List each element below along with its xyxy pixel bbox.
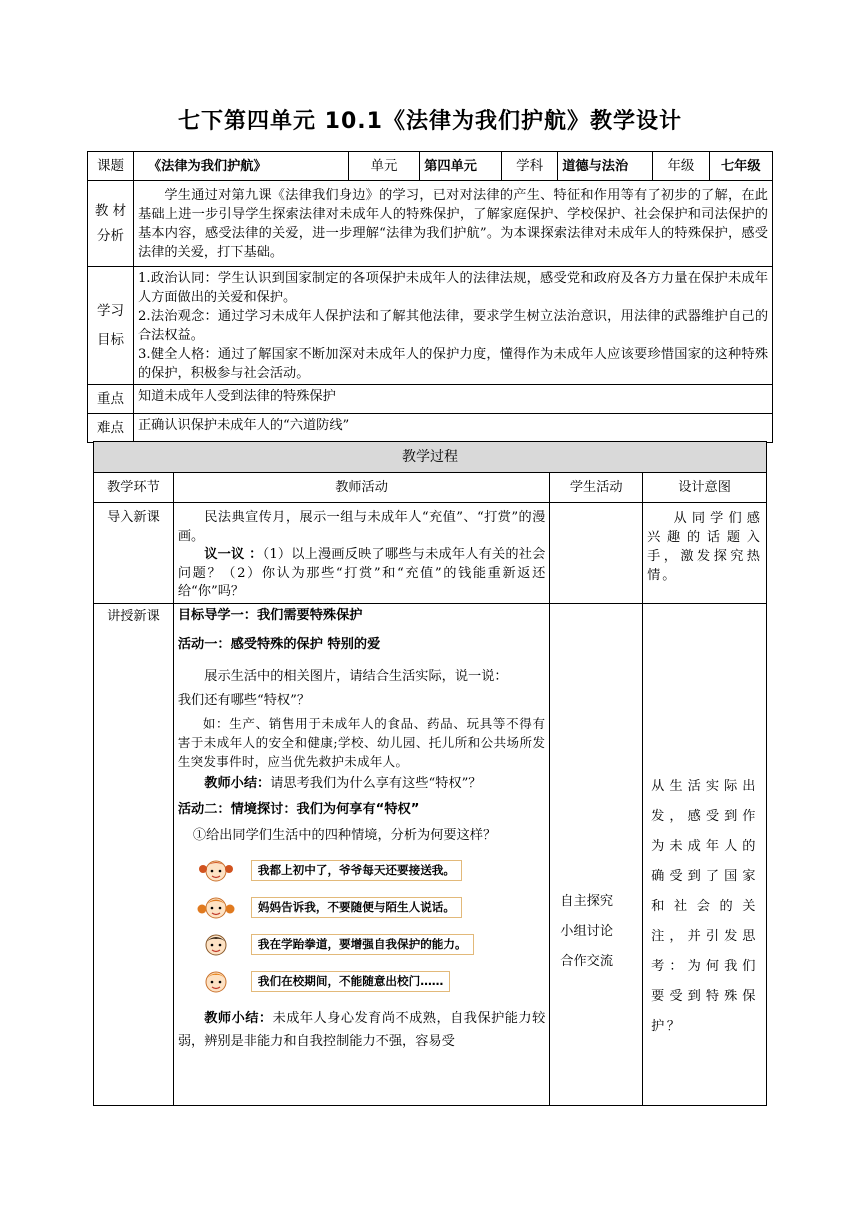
scenario-text: 我们在校期间，不能随意出校门…… [251,971,451,992]
summary-two [178,1007,545,1053]
goals-label-line2: 目标 [97,331,124,348]
student-activity: 自主探究 [560,894,614,909]
example-text: 如：生产、销售用于未成年人的食品、药品、玩具等不得有害于未成年人的安全和健康;学校、幼儿园、托儿所和公共场所发生突发事件时，应当优先救护未成年人。 [177,716,546,769]
goals-label-line1: 学习 [97,302,124,319]
process-columns-row [94,473,767,503]
grade-label: 年级 [653,152,709,181]
key-point-label: 重点 [88,385,134,414]
goals-label [88,267,134,385]
column-teacher: 教师活动 [173,473,549,503]
discuss-label: 议一议 ： [204,547,263,562]
intro-row [94,503,767,604]
analysis-label-line1: 教 材 [94,202,127,219]
page-title: 七下第四单元 10.1《法律为我们护航》教学设计 [178,109,682,134]
analysis-label [88,181,134,267]
scenario-text: 妈妈告诉我，不要随便与陌生人说话。 [251,897,462,918]
process-header-row [94,442,767,473]
scenario-text: 我都上初中了，爷爷每天还要接送我。 [251,860,462,881]
difficulty-row [88,414,773,443]
process-header: 教学过程 [94,442,767,473]
lecture-stage: 讲授新课 [94,604,174,1106]
scenario-item [196,965,545,1002]
lesson-info-table [87,151,773,443]
topic-label: 课题 [88,152,134,181]
discuss-text: （1）以上漫画反映了哪些与未成年人有关的社会问题？（2）你认为那些“打赏”和“充值”的钱能重新返还给“你”吗？ [177,547,546,599]
grade-value: 七年级 [709,152,772,181]
student-activity: 合作交流 [560,954,614,969]
summary-one-text: 请思考我们为什么享有这些“特权”？ [270,776,482,791]
goal-heading: 目标导学一：我们需要特殊保护 [177,608,363,623]
child-boy-icon [196,928,236,960]
goal-item: 1.政治认同：学生认识到国家制定的各项保护未成年人的法律法规，感受党和政府及各方力量在保护未成年人方面做出的关爱和保护。 [138,270,768,305]
summary-two-label: 教师小结： [204,1011,273,1026]
intro-paragraph: 民法典宣传月，展示一组与未成年人“充值”、“打赏”的漫画。 [177,510,546,544]
child-girl-pigtails-icon [196,891,236,923]
difficulty-label: 难点 [88,414,134,443]
column-stage: 教学环节 [94,473,174,503]
scenario-intro: ①给出同学们生活中的四种情境，分析为何要这样？ [192,828,497,843]
analysis-label-line2: 分析 [97,227,124,244]
intro-stage: 导入新课 [94,503,174,604]
key-point-text: 知道未成年人受到法律的特殊保护 [134,385,773,414]
column-student: 学生活动 [550,473,643,503]
teaching-process-table [93,441,767,1106]
column-intent: 设计意图 [643,473,767,503]
summary-two-text: 未成年人身心发育尚不成熟，自我保护能力较弱，辨别是非能力和自我控制能力不强，容易受 [177,1011,546,1049]
scenario-item [196,854,545,891]
goal-item: 2.法治观念：通过学习未成年人保护法和了解其他法律，要求学生树立法治意识，用法律的武器维护自己的合法权益。 [138,308,768,343]
unit-label: 单元 [348,152,420,181]
student-activity: 小组讨论 [560,924,614,939]
intro-intent: 从同学们感兴趣的话题入手，激发探究热情。 [647,511,762,583]
scenario-text: 我在学跆拳道，要增强自我保护的能力。 [251,934,474,955]
goal-item: 3.健全人格：通过了解国家不断加深对未成年人的保护力度，懂得作为未成年人应该要珍惜国家的这种特殊的保护，积极参与社会活动。 [138,346,768,381]
show-line-2: 我们还有哪些“特权”？ [177,693,311,708]
unit-value: 第四单元 [420,152,502,181]
topic-value: 《法律为我们护航》 [134,152,349,181]
activity-one-heading: 活动一：感受特殊的保护 特别的爱 [177,637,381,652]
info-row [88,152,773,181]
goals-row [88,267,773,385]
analysis-text: 学生通过对第九课《法律我们身边》的学习，已对对法律的产生、特征和作用等有了初步的了解，在此基础上进一步引导学生探索法律对未成年人的特殊保护，了解家庭保护、学校保护、社会保护和司法保护的基本内容，感受法律的关爱，进一步理解“法律为我们护航”。为本课探索法律对未成年人的特殊保护，感受法律的关爱，打下基础。 [138,187,768,260]
child-girl-icon [196,854,236,886]
scenario-item [196,891,545,928]
subject-value: 道德与法治 [558,152,653,181]
lecture-row [94,604,767,1106]
key-point-row [88,385,773,414]
scenario-item [196,928,545,965]
subject-label: 学科 [502,152,558,181]
summary-one-label: 教师小结： [204,776,271,791]
child-boy-orange-hair-icon [196,965,236,997]
difficulty-text: 正确认识保护未成年人的“六道防线” [134,414,773,443]
intro-discussion [178,546,545,602]
intro-student [550,503,643,604]
summary-one [178,775,545,793]
activity-two-heading: 活动二：情境探讨：我们为何享有“特权” [177,802,420,817]
lecture-student [550,604,643,1106]
analysis-row [88,181,773,267]
lecture-intent: 从生活实际出发，感受到作为未成年人的确受到了国家和社会的关注，并引发思考：为何我们要受到特殊保护？ [643,604,767,1106]
show-line-1: 展示生活中的相关图片，请结合生活实际，说一说： [204,669,508,684]
